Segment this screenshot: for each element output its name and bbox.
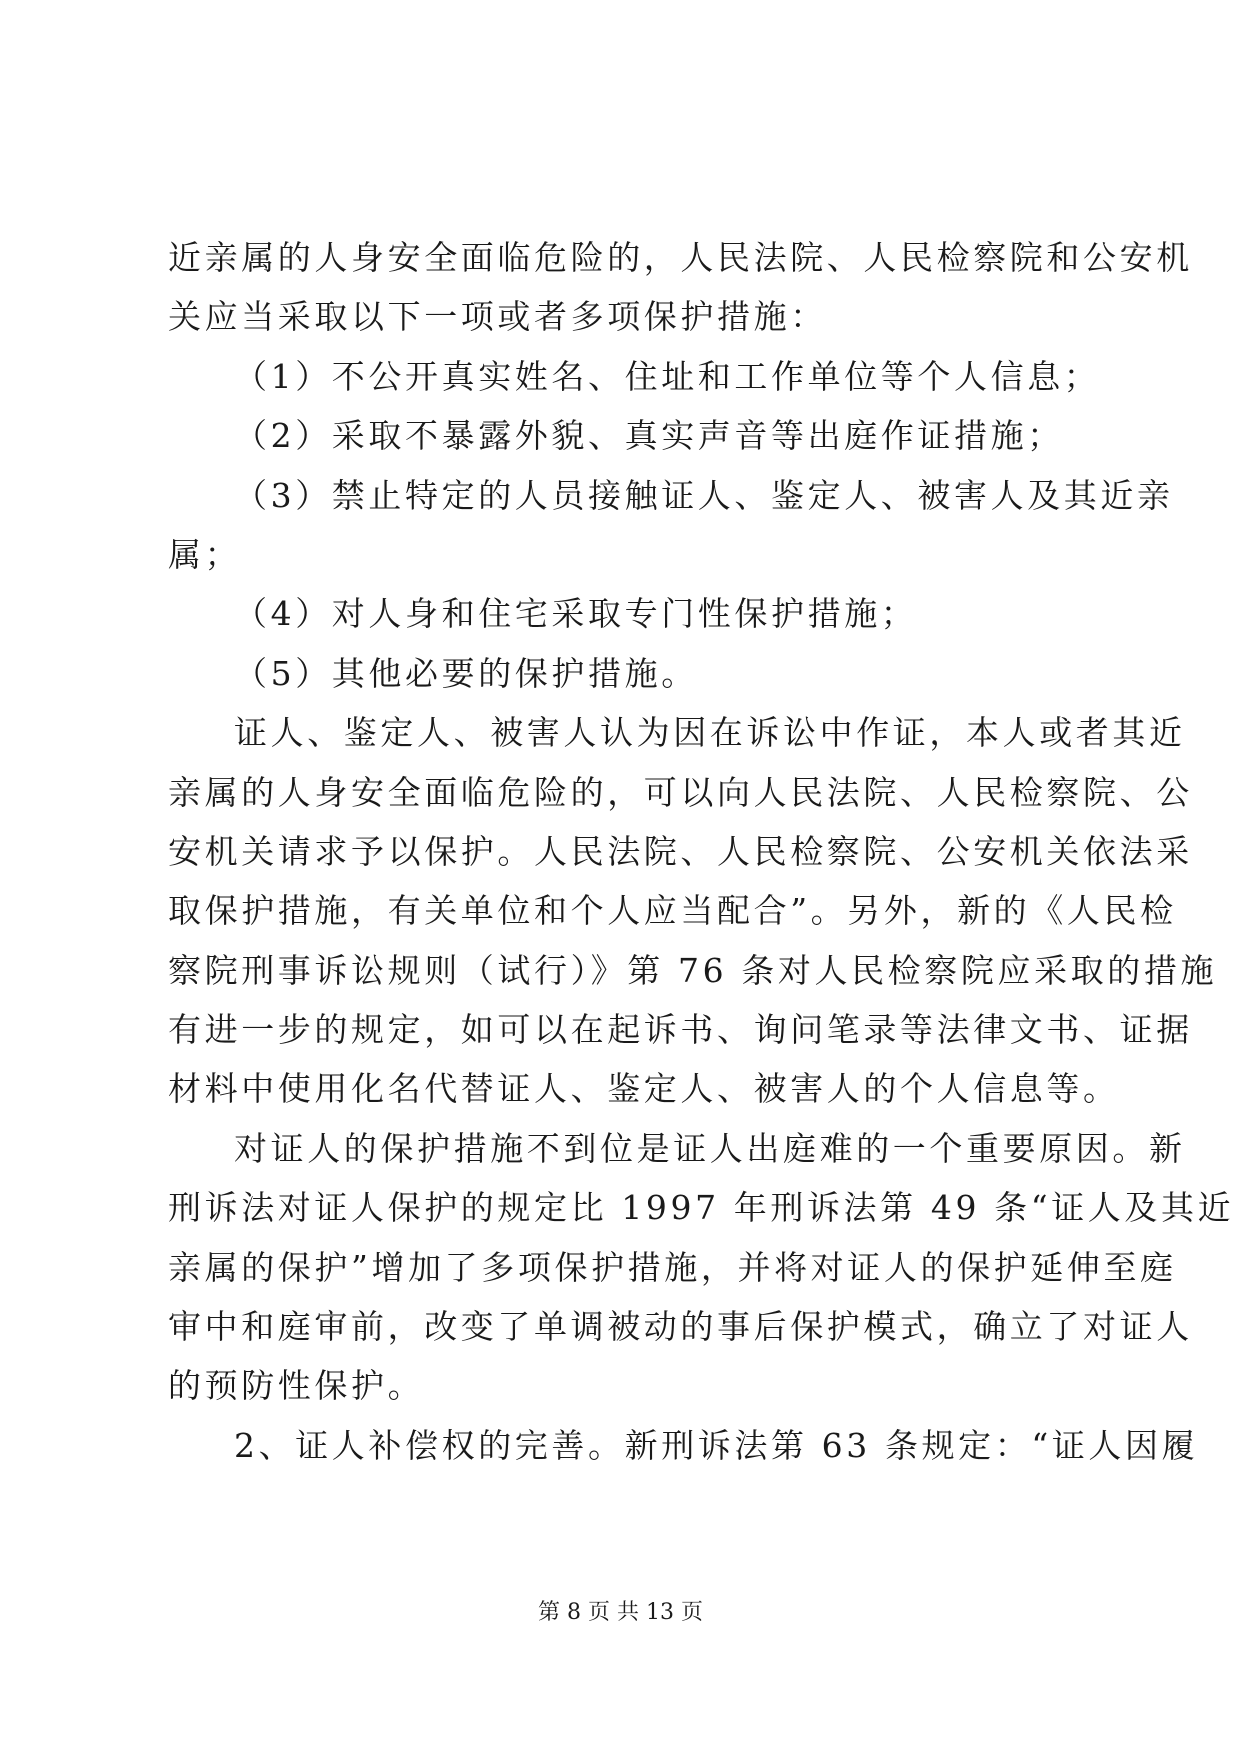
text-line: 有进一步的规定，如可以在起诉书、询问笔录等法律文书、证据 bbox=[168, 1010, 1193, 1050]
page-number-footer: 第 8 页 共 13 页 bbox=[538, 1600, 703, 1625]
text-line: 证人、鉴定人、被害人认为因在诉讼中作证，本人或者其近 bbox=[234, 713, 1186, 753]
text-line: 亲属的保护”增加了多项保护措施，并将对证人的保护延伸至庭 bbox=[168, 1247, 1177, 1287]
text-line: （5）其他必要的保护措施。 bbox=[234, 653, 698, 693]
text-line: 关应当采取以下一项或者多项保护措施： bbox=[168, 297, 827, 337]
text-line: 对证人的保护措施不到位是证人出庭难的一个重要原因。新 bbox=[234, 1128, 1186, 1168]
text-line: 取保护措施，有关单位和个人应当配合”。另外，新的《人民检 bbox=[168, 891, 1177, 931]
text-line: 近亲属的人身安全面临危险的，人民法院、人民检察院和公安机 bbox=[168, 238, 1193, 277]
text-line: （3）禁止特定的人员接触证人、鉴定人、被害人及其近亲 bbox=[234, 475, 1174, 515]
text-line: 察院刑事诉讼规则（试行）》第 76 条对人民检察院应采取的措施 bbox=[168, 950, 1218, 990]
text-line: 2、证人补偿权的完善。新刑诉法第 63 条规定：“证人因履 bbox=[234, 1425, 1199, 1465]
text-line: 属； bbox=[168, 534, 242, 574]
document-body bbox=[168, 228, 1235, 1475]
text-line: 亲属的人身安全面临危险的，可以向人民法院、人民检察院、公 bbox=[168, 772, 1193, 812]
text-line: 审中和庭审前，改变了单调被动的事后保护模式，确立了对证人 bbox=[168, 1307, 1193, 1347]
text-line: （1）不公开真实姓名、住址和工作单位等个人信息； bbox=[234, 356, 1101, 396]
text-line: 安机关请求予以保护。人民法院、人民检察院、公安机关依法采 bbox=[168, 831, 1193, 871]
text-line: 的预防性保护。 bbox=[168, 1366, 425, 1406]
text-line: （2）采取不暴露外貌、真实声音等出庭作证措施； bbox=[234, 416, 1064, 456]
text-line: 刑诉法对证人保护的规定比 1997 年刑诉法第 49 条“证人及其近 bbox=[168, 1188, 1235, 1228]
text-line: （4）对人身和住宅采取专门性保护措施； bbox=[234, 594, 918, 634]
text-line: 材料中使用化名代替证人、鉴定人、被害人的个人信息等。 bbox=[168, 1069, 1120, 1109]
